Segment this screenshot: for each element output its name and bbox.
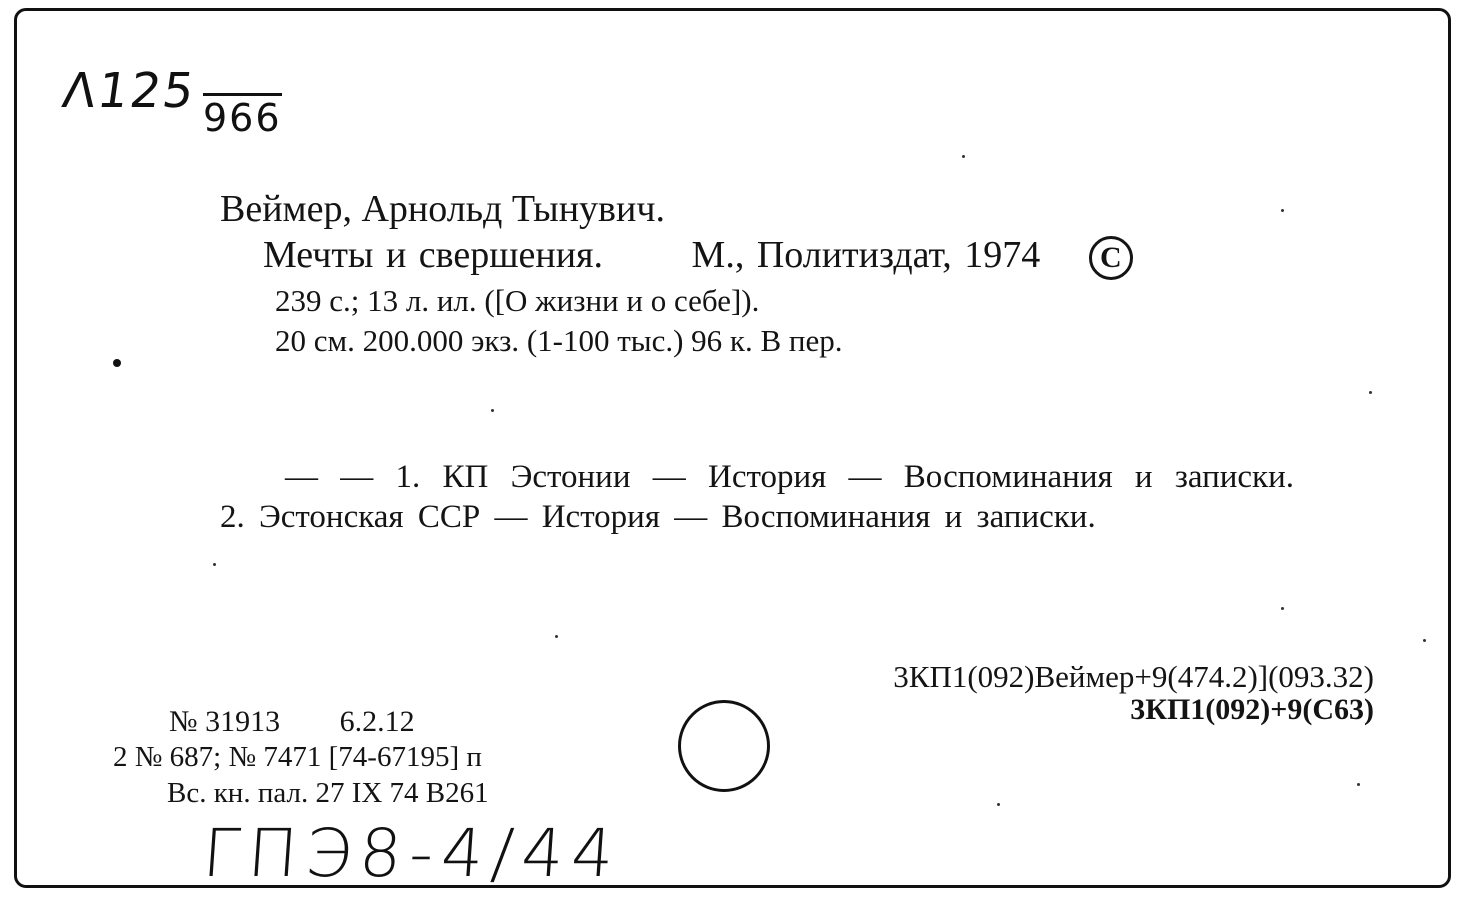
size-edition-line: 20 см. 200.000 экз. (1-100 тыс.) 96 к. В пер.: [275, 323, 843, 358]
speck-icon: [213, 563, 216, 566]
speck-icon: [962, 155, 965, 158]
subject-heading-2: 2. Эстонская ССР — История — Воспоминания и записки.: [220, 499, 1096, 535]
speck-icon: [555, 635, 558, 638]
title-line: [263, 233, 1133, 280]
registration-number: № 31913: [169, 705, 281, 738]
shelfmark-main: Λ125: [59, 63, 200, 119]
speck-icon: [1281, 209, 1284, 212]
order-numbers: 2 № 687; № 7471 [74-67195] п: [113, 741, 482, 773]
subject-heading-1: — — 1. КП Эстонии — История — Воспоминания и записки.: [285, 459, 1294, 495]
author-heading: Веймер, Арнольд Тынувич.: [220, 188, 665, 230]
speck-icon: [491, 409, 494, 412]
shelfmark-sub: 966: [203, 93, 282, 138]
catalog-card: [14, 8, 1451, 892]
speck-icon: [1423, 639, 1426, 642]
copyright-icon: C: [1089, 236, 1133, 280]
classification-index-1: 3КП1(092)Веймер+9(474.2)](093.32): [893, 659, 1374, 694]
registration-line: [169, 705, 415, 739]
inventory-mark: ГПЭ8-4/44: [200, 815, 625, 892]
publication-info: М., Политиздат, 1974: [691, 234, 1041, 276]
speck-icon: [1369, 391, 1372, 394]
book-title: Мечты и свершения.: [263, 234, 604, 276]
collation-line: 239 с.; 13 л. ил. ([О жизни и о себе]).: [275, 283, 760, 318]
speck-icon: [997, 803, 1000, 806]
chamber-signed-line: Вс. кн. пал. 27 IX 74 В261: [167, 777, 489, 809]
stamp-circle-icon: [678, 700, 770, 792]
bullet-dot-icon: [113, 359, 121, 367]
speck-icon: [1281, 607, 1284, 610]
classification-index-2: 3КП1(092)+9(С63): [1130, 693, 1374, 726]
speck-icon: [1357, 783, 1360, 786]
registration-date: 6.2.12: [339, 705, 415, 738]
